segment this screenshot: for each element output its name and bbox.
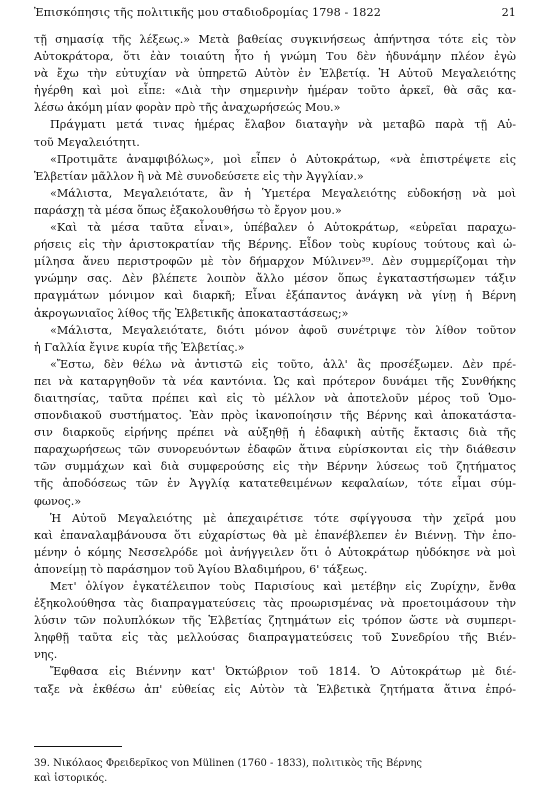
text-line: καὶ ἐπαναλαμβάνουσα ὅτι εὐχαρίστως θὰ μὲ ἐπανέβλεπεν ἐν Βιέννῃ. Τὴν ἑπο-	[34, 528, 516, 542]
text-line: διαιτησίας, ταῦτα πρέπει καὶ εἰς τὸ μέλλον νὰ ἀποτελοῦν μέρος τοῦ Ὁμο-	[34, 391, 516, 405]
text-line: ἡ Γαλλία ἔγινε κυρία τῆς Ἑλβετίας.»	[34, 340, 245, 354]
text-line: «Μάλιστα, Μεγαλειότατε, ἂν ἡ Ὑμετέρα Μεγαλειότης εὐδοκήσῃ νὰ μοὶ	[50, 186, 516, 200]
text-line: λύσιν τῶν πολυπλόκων τῆς Ἑλβετίας ζητημάτων εἰς τρόπον ὥστε νὰ συμπερι-	[34, 614, 516, 628]
text-line: μίλησα ἄνευ περιστροφῶν μὲ τὸν δήμαρχον Μύλινεν³⁹. Δὲν συμμερίζομαι τὴν	[34, 255, 516, 269]
text-line: μένην ὁ κόμης Νεσσελρόδε μοὶ ἀνήγγειλεν ὅτι ὁ Αὐτοκράτωρ ηὐδόκησε νὰ μοὶ	[34, 545, 516, 559]
running-title: Ἐπισκόπησις τῆς πολιτικῆς μου σταδιοδρομίας 1798 - 1822	[34, 6, 381, 19]
page-header	[34, 6, 516, 22]
text-line: «Καὶ τὰ μέσα ταῦτα εἶναι», ὑπέβαλεν ὁ Αὐτοκράτωρ, «εὑρεῖαι παραχω-	[50, 221, 516, 235]
text-line: Αὐτοκράτορα, ὅτι ἐὰν τοιαύτη ἦτο ἡ γνώμη Του δὲν ἠδυνάμην πλέον ἐγὼ	[34, 50, 516, 64]
text-line: Ἑλβετίαν μᾶλλον ἢ νὰ Μὲ συνοδεύσετε εἰς τὴν Ἀγγλίαν.»	[34, 169, 364, 183]
page-number: 21	[501, 6, 516, 19]
text-line: ρήσεις εἰς τὴν ἀριστοκρατίαν τῆς Βέρνης. Εἶδον τοὺς κυρίους τούτους καὶ ὡ-	[34, 238, 516, 252]
text-line: τῶν συμμάχων καὶ διὰ συμφερούσης εἰς τὴν Βέρνην λύσεως τοῦ ζητήματος	[34, 460, 516, 474]
text-line: ταξε νὰ ἐκθέσω ἀπ' εὐθείας εἰς Αὐτὸν τὰ Ἑλβετικὰ ζητήματα ἅτινα ἐπρό-	[34, 682, 516, 696]
text-line: γνώμην σας. Δὲν βλέπετε λοιπὸν ἄλλο μέσον ὅπως ἐγκαταστήσωμεν τάξιν	[34, 272, 516, 286]
text-line: λέσω ἀκόμη μίαν φορὰν πρὸ τῆς ἀναχωρήσεώς Μου.»	[34, 101, 341, 115]
text-line: «Προτιμᾶτε ἀναμφιβόλως», μοὶ εἶπεν ὁ Αὐτοκράτωρ, «νὰ ἐπιστρέψετε εἰς	[50, 152, 516, 166]
text-line: νὰ ἔχω τὴν εὐτυχίαν νὰ ὑπηρετῶ Αὐτὸν ἐν Ἑλβετίᾳ. Ἡ Αὐτοῦ Μεγαλειότης	[34, 67, 516, 81]
text-line: πραγμάτων μόνιμον καὶ διαρκῆ; Εἶναι ἐξάπαντος ἀνάγκη νὰ γίνῃ ἡ Βέρνη	[34, 289, 516, 303]
text-line: πει νὰ καταργηθοῦν τὰ νέα καντόνια. Ὡς καὶ πρότερον δυνάμει τῆς Συνθήκης	[34, 374, 516, 388]
text-line: τῇ σημασίᾳ τῆς λέξεως.» Μετὰ βαθείας συγκινήσεως ἀπήντησα τότε εἰς τὸν	[34, 33, 516, 46]
text-line: ἀκρογωνιαῖος λίθος τῆς Ἑλβετικῆς ἀποκαταστάσεως;»	[34, 306, 349, 320]
text-line: τῆς ἀποδόσεως τῶν ἐν Ἀγγλίᾳ κατατεθειμένων κεφαλαίων, τότε εἶμαι σύμ-	[34, 477, 516, 491]
text-line: ἐξηκολούθησα τὰς διαπραγματεύσεις τὰς προωρισμένας νὰ προετοιμάσουν τὴν	[34, 597, 516, 611]
text-line: νης.	[34, 648, 58, 662]
main-text	[34, 31, 516, 698]
text-line: ἠγέρθη καὶ μοὶ εἶπε: «Διὰ τὴν σημερινὴν ἡμέραν τοῦτο ἀρκεῖ, θὰ σᾶς κα-	[34, 84, 516, 98]
text-line: σιν διαρκοῦς εἰρήνης πρέπει νὰ αὐξηθῇ ἡ ἐδαφικὴ αὐτῆς ἔκτασις διὰ τῆς	[34, 426, 516, 440]
text-line: Ἡ Αὐτοῦ Μεγαλειότης μὲ ἀπεχαιρέτισε τότε σφίγγουσα τὴν χεῖρά μου	[50, 511, 516, 525]
footnote	[34, 756, 516, 786]
text-line: «Ἔστω, δὲν θέλω νὰ ἀντιστῶ εἰς τοῦτο, ἀλλ' ἂς προσέξωμεν. Δὲν πρέ-	[50, 357, 516, 371]
text-line: παράσχῃ τὰ μέσα ὅπως ἐξακολουθήσω τὸ ἔργον μου.»	[34, 203, 342, 217]
text-line: ἀπονείμῃ τὸ παράσημον τοῦ Ἁγίου Βλαδιμήρου, 6' τάξεως.	[34, 562, 368, 576]
text-line: σπονδιακοῦ συστήματος. Ἐὰν πρὸς ἱκανοποίησιν τῆς Βέρνης καὶ ἀποκατάστα-	[34, 409, 516, 423]
text-line: Πράγματι μετά τινας ἡμέρας ἔλαβον διαταγὴν νὰ μεταβῶ παρὰ τῇ Αὐ-	[50, 118, 516, 132]
text-line: τοῦ Μεγαλειότητι.	[34, 135, 140, 149]
footnote-divider	[34, 746, 122, 747]
footnote-line: 39. Νικόλαος Φρειδερῖκος von Mülinen (1760 - 1833), πολιτικὸς τῆς Βέρνης	[34, 758, 423, 769]
footnote-line: καὶ ἱστορικός.	[34, 773, 108, 784]
text-line: «Μάλιστα, Μεγαλειότατε, διότι μόνον ἀφοῦ συνέτριψε τὸν λίθον τοῦτον	[50, 323, 516, 337]
text-line: ληφθῇ ταῦτα εἰς τὰς μελλούσας διαπραγματεύσεις τοῦ Συνεδρίου τῆς Βιέν-	[34, 631, 516, 645]
text-line: παραχωρήσεως τῶν συνορευόντων ἐδαφῶν ἅτινα εὑρίσκονται εἰς τὴν διάθεσιν	[34, 443, 516, 457]
text-line: Ἔφθασα εἰς Βιέννην κατ' Ὀκτώβριον τοῦ 1814. Ὁ Αὐτοκράτωρ μὲ διέ-	[50, 665, 516, 679]
text-line: φωνος.»	[34, 494, 82, 508]
text-line: Μετ' ὀλίγον ἐγκατέλειπον τοὺς Παρισίους καὶ μετέβην εἰς Ζυρίχην, ἔνθα	[50, 580, 516, 593]
